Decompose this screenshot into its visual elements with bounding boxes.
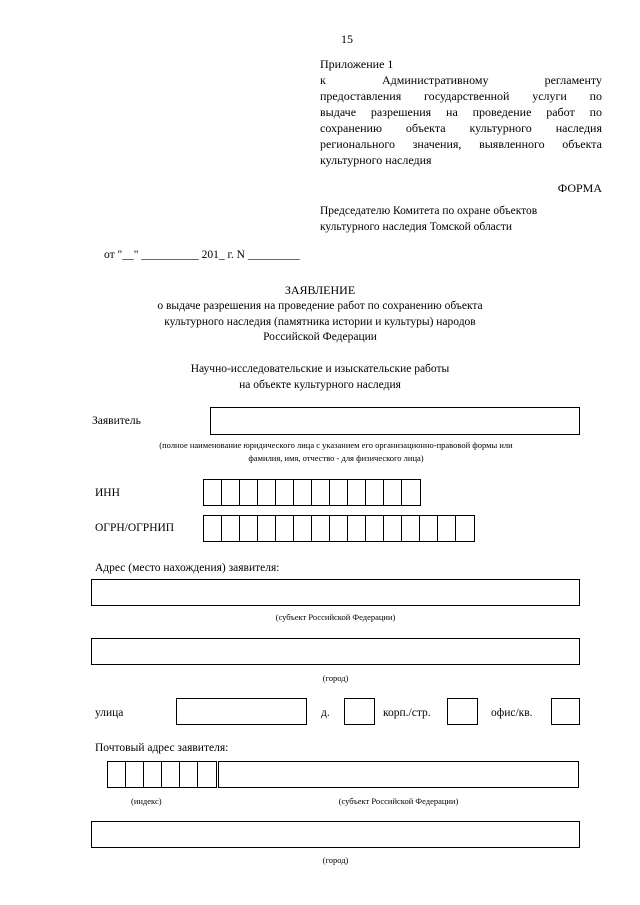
ogrn-digit-cell[interactable]	[348, 516, 366, 541]
ogrn-digit-cell[interactable]	[330, 516, 348, 541]
addressee-line: культурного наследия Томской области	[320, 220, 513, 233]
ogrn-label: ОГРН/ОГРНИП	[95, 522, 175, 534]
street-label: улица	[95, 707, 124, 719]
appendix-line: выдаче разрешения на проведение работ по	[320, 105, 602, 119]
postal-index-digit-cell[interactable]	[162, 762, 180, 787]
ogrn-digit-cell[interactable]	[384, 516, 402, 541]
addressee-line: Председателю Комитета по охране объектов	[320, 205, 538, 217]
subject-field[interactable]	[91, 579, 580, 606]
inn-digit-cell[interactable]	[222, 480, 240, 505]
subject-hint: (субъект Российской Федерации)	[275, 612, 396, 622]
ogrn-digit-cell[interactable]	[456, 516, 474, 541]
house-label: д.	[321, 707, 330, 719]
inn-digit-cell[interactable]	[402, 480, 420, 505]
title-line: культурного наследия (памятника истории и культуры) народов	[164, 315, 476, 328]
applicant-hint	[92, 439, 580, 465]
appendix-line: предоставления государственной услуги по	[320, 89, 602, 103]
ogrn-cells[interactable]	[203, 515, 475, 542]
applicant-field[interactable]	[210, 407, 580, 435]
ogrn-digit-cell[interactable]	[222, 516, 240, 541]
street-field[interactable]	[176, 698, 307, 725]
postal-index-digit-cell[interactable]	[108, 762, 126, 787]
inn-digit-cell[interactable]	[330, 480, 348, 505]
city-field[interactable]	[91, 638, 580, 665]
work-type-line: на объекте культурного наследия	[239, 378, 401, 391]
applicant-hint-line: (полное наименование юридического лица с указанием его организационно-правовой формы или	[159, 440, 513, 450]
ogrn-digit-cell[interactable]	[276, 516, 294, 541]
building-label: корп./стр.	[383, 707, 431, 719]
inn-digit-cell[interactable]	[348, 480, 366, 505]
postal-city-hint: (город)	[322, 855, 349, 865]
ogrn-digit-cell[interactable]	[294, 516, 312, 541]
title-block	[60, 282, 580, 346]
postal-subject-hint: (субъект Российской Федерации)	[338, 796, 459, 806]
ogrn-digit-cell[interactable]	[258, 516, 276, 541]
building-field[interactable]	[447, 698, 478, 725]
appendix-title: Приложение 1	[320, 57, 394, 71]
city-hint: (город)	[322, 673, 349, 683]
appendix-header	[320, 56, 602, 168]
date-line: от "__" __________ 201_ г. N _________	[104, 249, 300, 261]
ogrn-digit-cell[interactable]	[366, 516, 384, 541]
inn-digit-cell[interactable]	[204, 480, 222, 505]
inn-cells[interactable]	[203, 479, 421, 506]
inn-digit-cell[interactable]	[276, 480, 294, 505]
inn-digit-cell[interactable]	[312, 480, 330, 505]
ogrn-digit-cell[interactable]	[420, 516, 438, 541]
ogrn-digit-cell[interactable]	[438, 516, 456, 541]
postal-index-digit-cell[interactable]	[198, 762, 216, 787]
postal-subject-field[interactable]	[218, 761, 579, 788]
postal-index-hint: (индекс)	[131, 796, 162, 806]
office-label: офис/кв.	[491, 707, 533, 719]
ogrn-digit-cell[interactable]	[204, 516, 222, 541]
inn-digit-cell[interactable]	[294, 480, 312, 505]
applicant-label: Заявитель	[92, 415, 141, 427]
title-line: о выдаче разрешения на проведение работ по сохранению объекта	[157, 300, 483, 312]
postal-index-digit-cell[interactable]	[126, 762, 144, 787]
address-label: Адрес (место нахождения) заявителя:	[95, 562, 280, 574]
ogrn-digit-cell[interactable]	[402, 516, 420, 541]
appendix-line: сохранению объекта культурного наследия	[320, 121, 602, 135]
work-type-block	[60, 362, 580, 393]
addressee	[320, 204, 600, 235]
ogrn-digit-cell[interactable]	[240, 516, 258, 541]
house-field[interactable]	[344, 698, 375, 725]
postal-index-digit-cell[interactable]	[180, 762, 198, 787]
inn-digit-cell[interactable]	[240, 480, 258, 505]
appendix-line: регионального значения, выявленного объекта	[320, 137, 602, 151]
postal-index-digit-cell[interactable]	[144, 762, 162, 787]
inn-digit-cell[interactable]	[258, 480, 276, 505]
postal-index-cells[interactable]	[107, 761, 217, 788]
title-line: Российской Федерации	[263, 331, 377, 343]
applicant-hint-line: фамилия, имя, отчество - для физического лица)	[248, 453, 424, 463]
appendix-line: к Административному регламенту	[320, 73, 602, 87]
inn-digit-cell[interactable]	[384, 480, 402, 505]
office-field[interactable]	[551, 698, 580, 725]
form-label: ФОРМА	[557, 181, 602, 195]
postal-label: Почтовый адрес заявителя:	[95, 742, 229, 754]
inn-label: ИНН	[95, 487, 120, 499]
postal-city-field[interactable]	[91, 821, 580, 848]
inn-digit-cell[interactable]	[366, 480, 384, 505]
page-number: 15	[341, 32, 353, 46]
statement-heading: ЗАЯВЛЕНИЕ	[284, 283, 356, 297]
work-type-line: Научно-исследовательские и изыскательские работы	[190, 363, 450, 375]
ogrn-digit-cell[interactable]	[312, 516, 330, 541]
appendix-line: культурного наследия	[320, 153, 432, 167]
